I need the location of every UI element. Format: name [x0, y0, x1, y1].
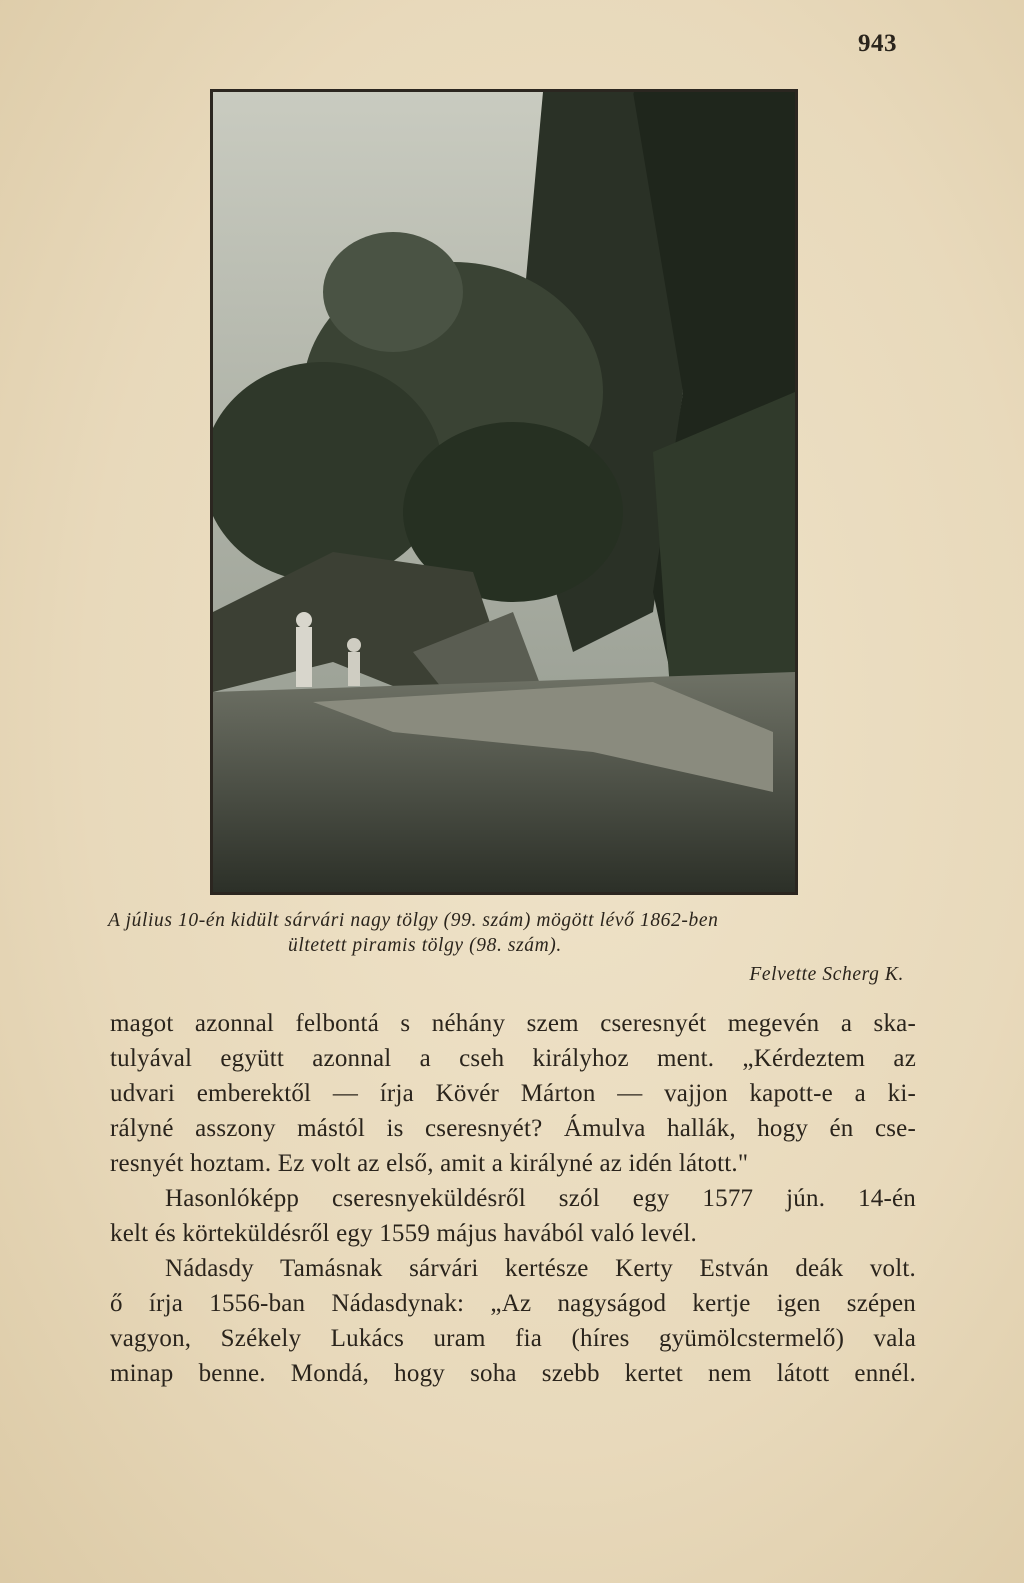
photograph-fallen-oak: [210, 89, 798, 895]
text-line: vagyon, Székely Lukács uram fia (híres gyümölcstermelő) vala: [110, 1325, 916, 1352]
caption-line: ültetett piramis tölgy (98. szám).: [288, 935, 562, 956]
caption-line: A július 10-én kidült sárvári nagy tölgy (99. szám) mögött lévő 1862-ben: [108, 910, 719, 931]
text-line: Nádasdy Tamásnak sárvári kertésze Kerty Estván deák volt.: [165, 1255, 916, 1282]
figure-caption: [108, 908, 912, 987]
text-line: kelt és körteküldésről egy 1559 május havából való levél.: [110, 1220, 697, 1247]
body-text: [110, 1006, 916, 1391]
text-line: ő írja 1556-ban Nádasdynak: „Az nagyságod kertje igen szépen: [110, 1290, 916, 1317]
park-photo-illustration: [213, 92, 795, 892]
text-line: minap benne. Mondá, hogy soha szebb kertet nem látott ennél.: [110, 1360, 916, 1387]
text-line: tulyával együtt azonnal a cseh királyhoz ment. „Kérdeztem az: [110, 1045, 916, 1072]
text-line: magot azonnal felbontá s néhány szem cseresnyét megevén a ska-: [110, 1010, 916, 1037]
text-line: udvari emberektől — írja Kövér Márton — vajjon kapott-e a ki-: [110, 1080, 916, 1107]
page-number: 943: [858, 30, 897, 57]
text-line: resnyét hoztam. Ez volt az első, amit a királyné az idén látott.": [110, 1150, 749, 1177]
photo-credit: Felvette Scherg K.: [749, 964, 904, 985]
text-line: rályné asszony mástól is cseresnyét? Ámulva hallák, hogy én cse-: [110, 1115, 916, 1142]
text-line: Hasonlóképp cseresnyeküldésről szól egy 1577 jún. 14-én: [165, 1185, 916, 1212]
